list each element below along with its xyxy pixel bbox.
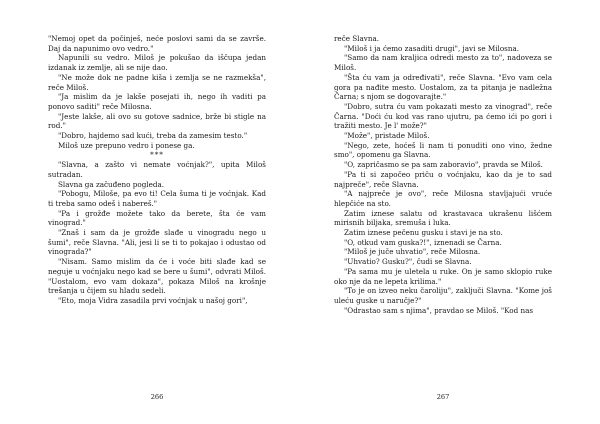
left-page <box>48 34 266 390</box>
paragraph: "Dobro, hajdemo sad kući, treba da zamesim testo." <box>58 131 248 141</box>
paragraph: "Znaš i sam da je grožđe slađe u vinogradu nego u šumi", reče Slavna. "Ali, jesi li se ti to pokajao i odustao od vinograda?" <box>48 228 266 257</box>
paragraph: "Pa ti si započeo priču o voćnjaku, kao da je to sad najpreče", reče Slavna. <box>334 169 552 189</box>
page-number-left: 266 <box>150 393 164 401</box>
paragraph: Slavna ga začuđeno pogleda. <box>58 179 165 189</box>
paragraph: "Nemoj opet da počinješ, neće poslovi sami da se završe. Daj da napunimo ovo vedro." <box>48 34 266 53</box>
paragraph: "Pa sama mu je uletela u ruke. On je samo sklopio ruke oko nje da ne lepeta krilima." <box>334 266 552 286</box>
paragraph: "Ne može dok ne padne kiša i zemlja se ne razmekša", reče Miloš. <box>48 72 266 92</box>
paragraph: "Slavna, a zašto vi nemate voćnjak?", upita Miloš sutradan. <box>48 160 266 179</box>
paragraph: "Ja mislim da je lakše posejati ih, nego ih vaditi pa ponovo saditi" reče Milosna. <box>48 92 266 111</box>
paragraph: "Miloš i ja ćemo zasaditi drugi", javi se Milosna. <box>344 43 520 53</box>
paragraph: "Nego, zete, hoćeš li nam ti ponuditi ono vino, žedne smo", opomenu ga Slavna. <box>334 140 552 160</box>
paragraph: "A najpreče je ovo", reče Milosna stavljajući vruće hlepčiće na sto. <box>334 189 552 208</box>
paragraph: "Eto, moja Vidra zasadila prvi voćnjak u našoj gori", <box>58 295 248 305</box>
page-number-right: 267 <box>436 393 450 401</box>
paragraph: Zatim iznese salatu od krastavaca ukrašenu lišćem mirisnih biljaka, sremuša i luka. <box>334 208 552 228</box>
paragraph: "Šta ću vam ja određivati", reče Slavna. "Evo vam cela gora pa nađite mesto. Uostalom, za ta pitanja je nadležna Čarna; s njom se dogovarajte." <box>334 72 552 102</box>
paragraph-continuation: reče Slavna. <box>334 34 380 43</box>
paragraph: Napunili su vedro. Miloš je pokušao da iščupa jedan izdanak iz zemlje, ali se nije dao. <box>48 53 266 73</box>
paragraph: "Nisam. Samo mislim da će i voće biti slađe kad se neguje u voćnjaku nego kad se bere u šumi", odvrati Miloš. "Uostalom, evo vam dokaza", pokaza Miloš na krošnje trešanja u čijem su hladu sedeli. <box>48 257 266 296</box>
paragraph: "Jeste lakše, ali ovo su gotove sadnice, brže bi stigle na rod." <box>48 111 266 131</box>
right-page <box>334 34 552 390</box>
paragraph: "Samo da nam kraljica odredi mesto za to", nadoveza se Miloš. <box>334 53 552 73</box>
paragraph: "Dobro, sutra ću vam pokazati mesto za vinograd", reče Čarna. "Doći ću kod vas rano ujutru, pa ćemo ići po gori i tražiti mesto. Je l' može?" <box>334 101 552 131</box>
paragraph: "Pobogu, Miloše, pa evo ti! Cela šuma ti je voćnjak. Kad ti treba samo odeš i nabereš." <box>48 189 266 208</box>
left-page-bottom-text <box>48 160 266 306</box>
section-separator: *** <box>150 150 164 160</box>
paragraph: "Uhvatio? Gusku?", čudi se Slavna. <box>344 257 472 267</box>
paragraph: "Miloš je juče uhvatio", reče Milosna. <box>344 247 481 257</box>
paragraph: "Može", pristade Miloš. <box>344 131 430 141</box>
paragraph: "O, zapričasmo se pa sam zaboravio", pravda se Miloš. <box>344 160 543 170</box>
paragraph: "Odrastao sam s njima", pravdao se Miloš. "Kod nas <box>344 305 534 315</box>
left-page-top-text <box>48 34 266 150</box>
paragraph: "O, otkud vam guska?!", iznenadi se Čarna. <box>344 237 502 247</box>
paragraph: "Pa i grožđe možete tako da berete, šta će vam vinograd." <box>48 208 266 228</box>
paragraph: Miloš uze prepuno vedro i ponese ga. <box>58 140 195 150</box>
paragraph: Zatim iznese pečenu gusku i stavi je na sto. <box>344 228 503 238</box>
paragraph: "To je on izveo neku čaroliju", zaključi Slavna. "Kome još uleću guske u naručje?" <box>334 286 552 305</box>
